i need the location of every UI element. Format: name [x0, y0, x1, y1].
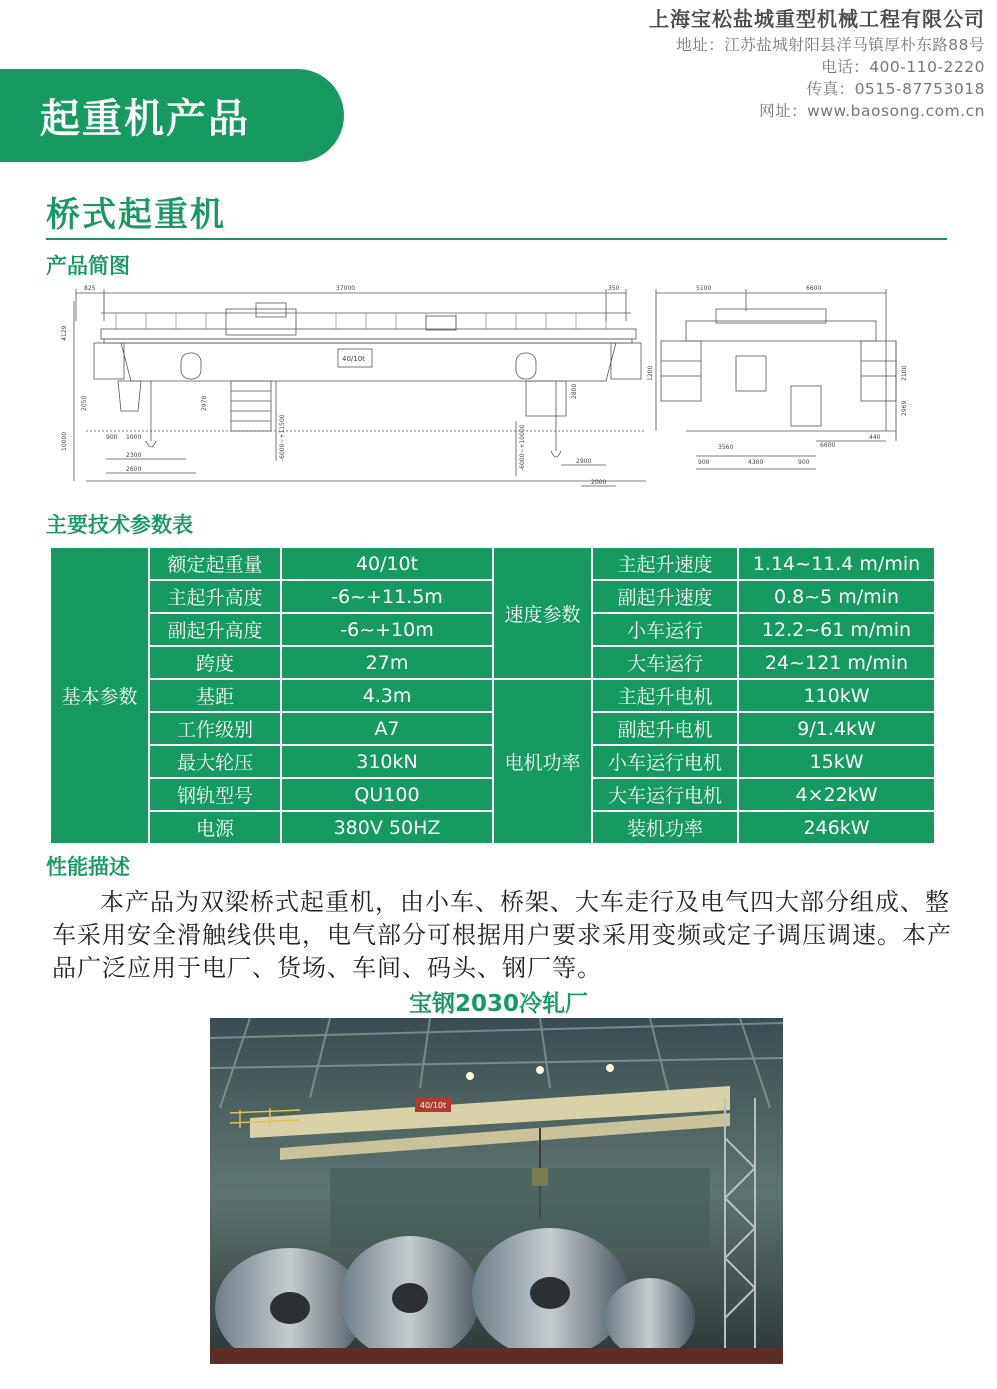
- company-phone: 电话：400-110-2220: [821, 58, 985, 76]
- svg-text:1200: 1200: [647, 365, 654, 381]
- param-value: 9/1.4kW: [738, 712, 935, 745]
- param-value: -6~+10m: [281, 613, 493, 646]
- svg-text:2800: 2800: [571, 383, 578, 399]
- param-value: 110kW: [738, 679, 935, 712]
- svg-text:-6000~+11500: -6000~+11500: [279, 414, 286, 461]
- param-value: 1.14~11.4 m/min: [738, 547, 935, 580]
- param-label: 基距: [149, 679, 281, 712]
- param-value: 24~121 m/min: [738, 646, 935, 679]
- param-label: 装机功率: [592, 811, 738, 844]
- param-label: 副起升速度: [592, 580, 738, 613]
- param-label: 大车运行电机: [592, 778, 738, 811]
- crane-drawing: [46, 281, 947, 502]
- svg-text:37000: 37000: [336, 285, 356, 292]
- company-website[interactable]: 网址：www.baosong.com.cn: [759, 102, 985, 120]
- param-label: 副起升电机: [592, 712, 738, 745]
- svg-text:2050: 2050: [81, 395, 88, 411]
- table-row: [50, 580, 935, 613]
- svg-text:440: 440: [869, 434, 881, 441]
- svg-text:900: 900: [698, 459, 710, 466]
- svg-text:6600: 6600: [820, 442, 836, 449]
- group-speed: 速度参数: [493, 547, 592, 679]
- params-table: [49, 546, 936, 845]
- param-value: 15kW: [738, 745, 935, 778]
- svg-text:5100: 5100: [696, 285, 712, 292]
- table-row: [50, 646, 935, 679]
- company-info: [649, 4, 985, 122]
- table-row: [50, 811, 935, 844]
- param-label: 小车运行电机: [592, 745, 738, 778]
- param-label: 主起升速度: [592, 547, 738, 580]
- param-label: 跨度: [149, 646, 281, 679]
- param-value: 4×22kW: [738, 778, 935, 811]
- svg-text:2300: 2300: [126, 452, 142, 459]
- svg-text:10000: 10000: [61, 431, 68, 451]
- param-label: 额定起重量: [149, 547, 281, 580]
- param-value: 4.3m: [281, 679, 493, 712]
- svg-text:2100: 2100: [901, 365, 908, 381]
- svg-text:2969: 2969: [901, 400, 908, 416]
- description: [52, 886, 960, 985]
- param-value: 310kN: [281, 745, 493, 778]
- params-heading: 主要技术参数表: [46, 513, 193, 537]
- side-view-labels: [647, 285, 908, 466]
- svg-text:40/10t: 40/10t: [419, 1101, 447, 1110]
- front-view-labels: [61, 285, 620, 486]
- param-label: 主起升高度: [149, 580, 281, 613]
- svg-text:40/10t: 40/10t: [342, 355, 365, 363]
- svg-text:1000: 1000: [126, 434, 142, 441]
- description-text: 本产品为双梁桥式起重机，由小车、桥架、大车走行及电气四大部分组成、整车采用安全滑触线供电，电气部分可根据用户要求采用变频或定子调压调速。本产品广泛应用于电厂、货场、车间、码头、钢厂等。: [52, 888, 952, 982]
- table-row: [50, 613, 935, 646]
- svg-text:-6000~+10000: -6000~+10000: [519, 424, 526, 471]
- param-value: -6~+11.5m: [281, 580, 493, 613]
- company-fax: 传真：0515-87753018: [806, 80, 985, 98]
- svg-text:2000: 2000: [591, 479, 607, 486]
- param-value: 246kW: [738, 811, 935, 844]
- param-label: 钢轨型号: [149, 778, 281, 811]
- photo-caption: 宝钢2030冷轧厂: [408, 991, 588, 1017]
- param-label: 小车运行: [592, 613, 738, 646]
- param-value: 12.2~61 m/min: [738, 613, 935, 646]
- svg-text:2900: 2900: [576, 458, 592, 465]
- table-row: [50, 745, 935, 778]
- front-view: [74, 289, 646, 486]
- group-basic: 基本参数: [50, 547, 149, 844]
- svg-text:350: 350: [608, 285, 620, 292]
- param-value: QU100: [281, 778, 493, 811]
- param-value: 0.8~5 m/min: [738, 580, 935, 613]
- param-label: 主起升电机: [592, 679, 738, 712]
- title-divider: [46, 238, 947, 240]
- company-address: 地址：江苏盐城射阳县洋马镇厚朴东路88号: [676, 36, 985, 54]
- svg-text:4300: 4300: [748, 459, 764, 466]
- side-view: [656, 289, 896, 469]
- svg-text:3560: 3560: [718, 444, 734, 451]
- table-row: [50, 547, 935, 580]
- table-row: [50, 778, 935, 811]
- banner-title: 起重机产品: [40, 96, 250, 142]
- param-value: 40/10t: [281, 547, 493, 580]
- param-value: A7: [281, 712, 493, 745]
- param-value: 27m: [281, 646, 493, 679]
- svg-text:6600: 6600: [806, 285, 822, 292]
- param-label: 工作级别: [149, 712, 281, 745]
- svg-text:900: 900: [106, 434, 118, 441]
- svg-text:4129: 4129: [61, 325, 68, 341]
- param-label: 最大轮压: [149, 745, 281, 778]
- svg-text:2978: 2978: [201, 395, 208, 411]
- factory-photo: [210, 1018, 783, 1364]
- table-row: [50, 679, 935, 712]
- group-power: 电机功率: [493, 679, 592, 844]
- param-value: 380V 50HZ: [281, 811, 493, 844]
- param-label: 电源: [149, 811, 281, 844]
- product-title: 桥式起重机: [46, 195, 226, 235]
- diagram-heading: 产品简图: [46, 254, 130, 278]
- svg-text:2600: 2600: [126, 466, 142, 473]
- table-row: [50, 712, 935, 745]
- svg-text:900: 900: [798, 459, 810, 466]
- param-label: 副起升高度: [149, 613, 281, 646]
- category-banner: [0, 69, 344, 162]
- svg-text:825: 825: [84, 285, 96, 292]
- company-name: 上海宝松盐城重型机械工程有限公司: [649, 7, 985, 31]
- param-label: 大车运行: [592, 646, 738, 679]
- performance-heading: 性能描述: [46, 855, 130, 879]
